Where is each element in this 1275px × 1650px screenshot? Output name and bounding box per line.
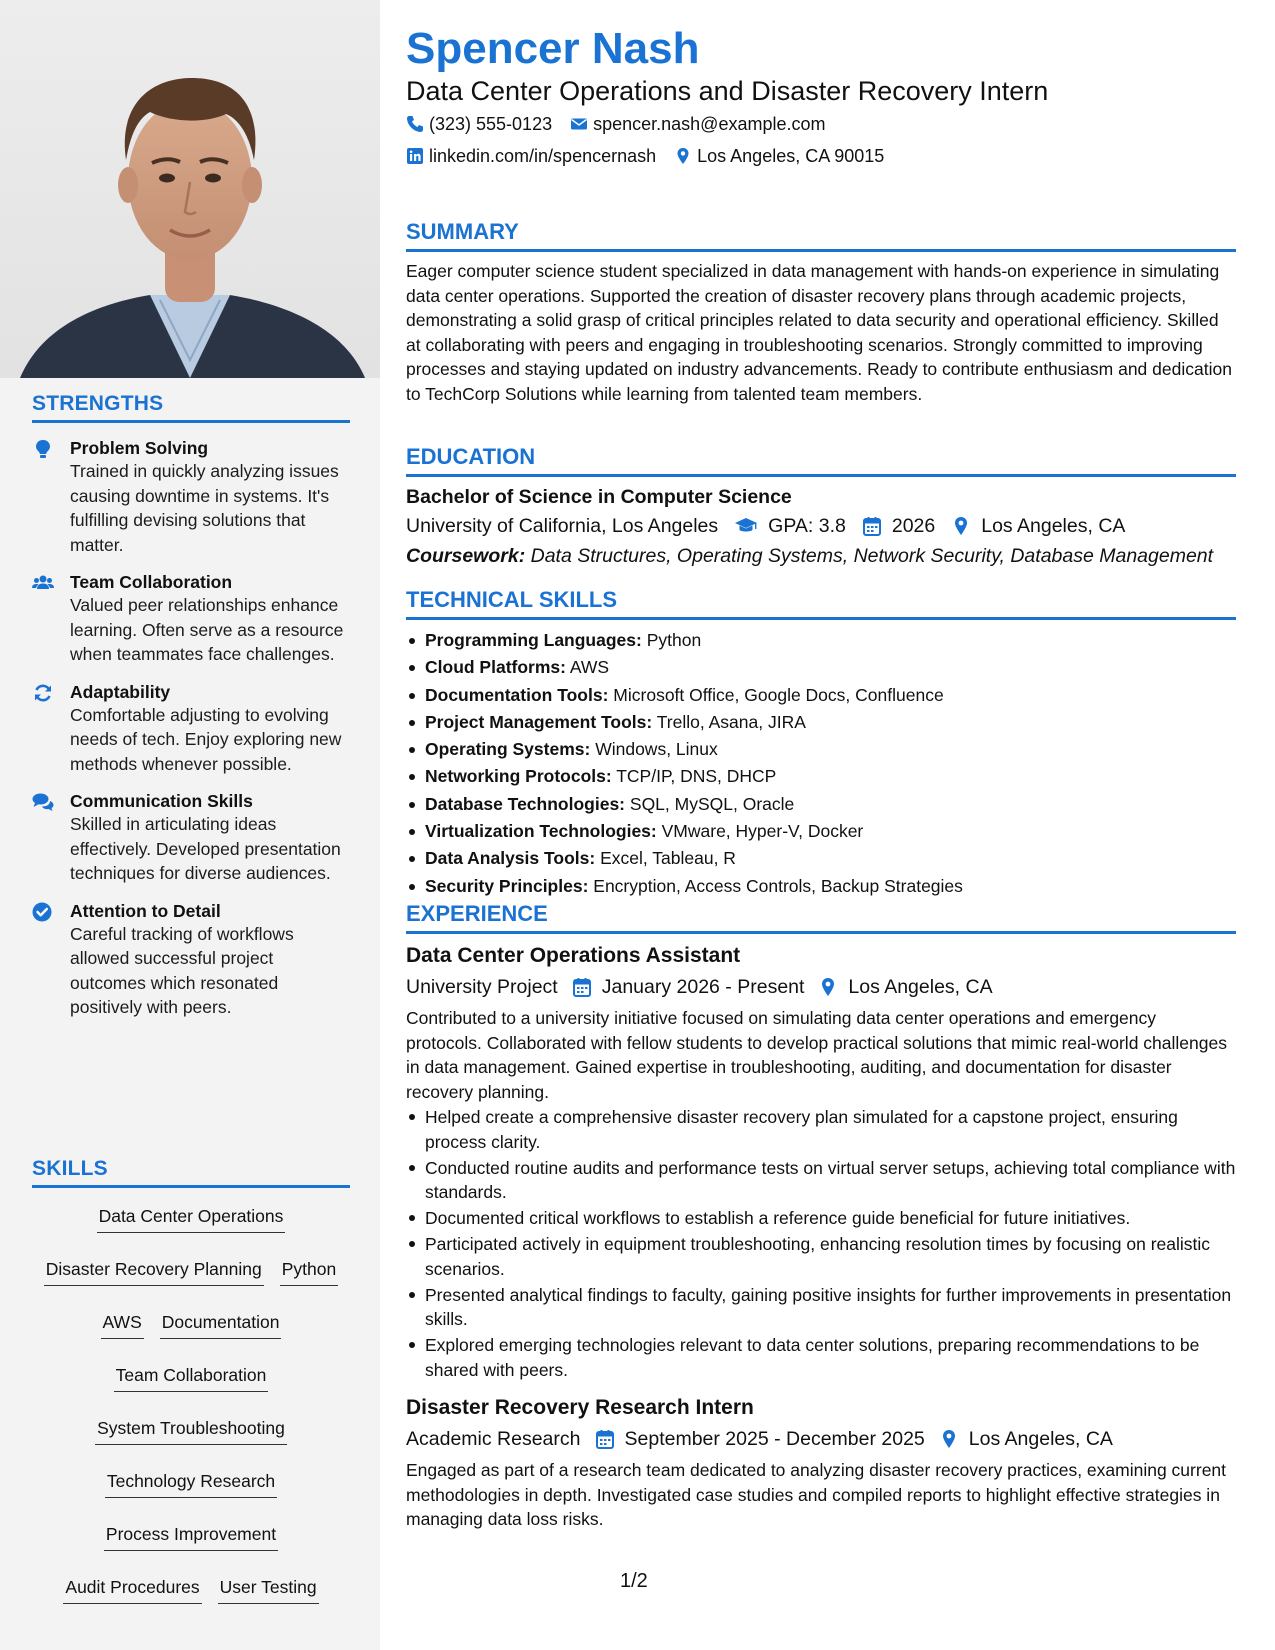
skill-label: Cloud Platforms: <box>425 657 566 678</box>
profile-photo <box>0 0 380 378</box>
strength-item <box>32 900 350 1020</box>
skill-label: Project Management Tools: <box>425 711 653 732</box>
skill-value: Microsoft Office, Google Docs, Confluence <box>613 684 944 705</box>
map-pin-icon <box>674 147 692 165</box>
skill-label: Virtualization Technologies: <box>425 821 657 842</box>
skill-value: Windows, Linux <box>595 739 718 760</box>
calendar-icon <box>595 1429 615 1449</box>
sync-icon <box>32 683 54 703</box>
comments-icon <box>32 792 54 812</box>
skill-tag: Data Center Operations <box>97 1198 286 1233</box>
skills-section <box>32 1157 350 1610</box>
graduation-cap-icon <box>734 516 758 536</box>
job-description: Contributed to a university initiative focused on simulating data center operations and emergency protocols. Collaborated with fellow students to develop practical solutions that mimic real-world challenges in data management. Gained expertise in troubleshooting, auditing, and documentation for disaster recovery planning. <box>406 1008 1227 1102</box>
skill-value: TCP/IP, DNS, DHCP <box>616 766 777 787</box>
skill-tag: Technology Research <box>105 1463 277 1498</box>
list-item <box>406 873 1236 900</box>
skill-label: Data Analysis Tools: <box>425 848 596 869</box>
skill-tag: Documentation <box>160 1304 282 1339</box>
technical-skills-list <box>406 627 1236 900</box>
job-bullets <box>406 1105 1236 1382</box>
strength-title: Adaptability <box>70 681 171 702</box>
strength-desc: Careful tracking of workflows allowed successful project outcomes which resonated positively with peers. <box>70 923 294 1017</box>
list-item <box>406 818 1236 845</box>
job-location: Los Angeles, CA <box>968 1428 1113 1450</box>
job-location: Los Angeles, CA <box>848 976 993 998</box>
skill-label: Programming Languages: <box>425 630 642 650</box>
job-role: Disaster Recovery Research Intern <box>406 1396 754 1419</box>
calendar-icon <box>862 516 882 536</box>
job-meta <box>406 972 1236 1002</box>
skills-heading: SKILLS <box>32 1157 350 1188</box>
map-pin-icon <box>951 516 971 536</box>
strengths-section <box>32 392 350 1020</box>
skill-tag: Process Improvement <box>104 1516 278 1551</box>
education-heading: EDUCATION <box>406 443 1236 477</box>
coursework <box>406 542 1236 570</box>
strength-item <box>32 790 350 886</box>
skill-value: Encryption, Access Controls, Backup Strategies <box>593 875 963 896</box>
edu-location-item <box>951 512 1125 540</box>
list-item <box>406 627 1236 654</box>
skill-value: SQL, MySQL, Oracle <box>629 793 795 814</box>
strength-desc: Comfortable adjusting to evolving needs of tech. Enjoy exploring new methods whenever possible. <box>70 704 342 774</box>
technical-skills-heading: TECHNICAL SKILLS <box>406 586 1236 620</box>
location-text: Los Angeles, CA 90015 <box>697 146 885 166</box>
page-number: 1/2 <box>620 1570 648 1592</box>
job-dates-item <box>595 1424 925 1454</box>
skill-label: Documentation Tools: <box>425 684 609 705</box>
location-contact <box>674 144 884 168</box>
skill-tag: AWS <box>101 1304 144 1339</box>
job-dates-item <box>572 972 805 1002</box>
list-item: Conducted routine audits and performance tests on virtual server setups, achieving total compliance with standards. <box>406 1156 1236 1205</box>
strength-desc: Skilled in articulating ideas effectively. Developed presentation techniques for diverse audiences. <box>70 814 341 883</box>
job-dates: September 2025 - December 2025 <box>624 1428 925 1450</box>
calendar-icon <box>572 977 592 997</box>
list-item <box>406 791 1236 818</box>
contact-row <box>406 112 844 136</box>
strengths-heading: STRENGTHS <box>32 392 350 423</box>
sidebar <box>0 0 380 1650</box>
skill-value: Python <box>646 630 702 650</box>
list-item <box>406 845 1236 872</box>
summary-text: Eager computer science student specialized in data management with hands-on experience in simulating data center operations. Supported the creation of disaster recovery plans through academic projects, demonstrating a solid grasp of critical principles related to data security and operational efficiency. Skilled at collaborating with peers and engaging in troubleshooting scenarios. Strongly committed to improving processes and staying updated on industry advancements. Ready to contribute enthusiasm and dedication to TechCorp Solutions while learning from talented team members. <box>406 261 1232 404</box>
strength-item <box>32 681 350 777</box>
job-entry <box>406 1394 1236 1532</box>
job-role: Data Center Operations Assistant <box>406 944 741 967</box>
skill-tag: Python <box>280 1251 338 1286</box>
phone-contact[interactable] <box>406 112 552 136</box>
summary-heading: SUMMARY <box>406 218 1236 252</box>
job-meta <box>406 1424 1236 1454</box>
skill-value: AWS <box>569 657 610 678</box>
linkedin-text: linkedin.com/in/spencernash <box>429 146 657 166</box>
list-item: Explored emerging technologies relevant to data center solutions, preparing recommendations to be shared with peers. <box>406 1333 1236 1382</box>
year-item <box>862 512 935 540</box>
skill-tag: Disaster Recovery Planning <box>44 1251 264 1286</box>
lightbulb-icon <box>32 439 54 459</box>
map-pin-icon <box>939 1429 959 1449</box>
list-item: Documented critical workflows to establish a reference guide beneficial for future initiatives. <box>406 1206 1236 1231</box>
skill-label: Security Principles: <box>425 875 589 896</box>
list-item: Participated actively in equipment troubleshooting, enhancing resolution times by focusing on realistic scenarios. <box>406 1232 1236 1281</box>
linkedin-icon <box>406 147 424 165</box>
strength-title: Problem Solving <box>70 438 209 458</box>
skill-value: VMware, Hyper-V, Docker <box>661 821 864 842</box>
linkedin-contact[interactable] <box>406 144 656 168</box>
job-location-item <box>818 972 992 1002</box>
map-pin-icon <box>818 977 838 997</box>
phone-text: (323) 555-0123 <box>429 114 553 134</box>
skill-tag: System Troubleshooting <box>95 1410 287 1445</box>
list-item: Presented analytical findings to faculty, gaining positive insights for further improvements in presentation skills. <box>406 1283 1236 1332</box>
strength-desc: Valued peer relationships enhance learning. Often serve as a resource when teammates face challenges. <box>70 595 344 664</box>
strength-item <box>32 437 350 557</box>
list-item <box>406 736 1236 763</box>
job-dates: January 2026 - Present <box>601 976 805 998</box>
skill-label: Database Technologies: <box>425 793 626 814</box>
candidate-title: Data Center Operations and Disaster Recovery Intern <box>406 76 1049 106</box>
skill-tag: Audit Procedures <box>63 1569 201 1604</box>
job-description: Engaged as part of a research team dedicated to analyzing disaster recovery practices, examining current methodologies in depth. Investigated case studies and compiled reports to highlight effective strategies in managing data loss risks. <box>406 1460 1227 1529</box>
coursework-text: Data Structures, Operating Systems, Network Security, Database Management <box>530 545 1214 567</box>
list-item <box>406 654 1236 681</box>
skill-value: Trello, Asana, JIRA <box>656 711 806 732</box>
job-org: University Project <box>406 976 558 998</box>
coursework-label: Coursework: <box>406 545 526 567</box>
strength-title: Communication Skills <box>70 791 253 811</box>
candidate-name: Spencer Nash <box>406 24 700 73</box>
email-text: spencer.nash@example.com <box>593 114 826 134</box>
list-item: Helped create a comprehensive disaster recovery plan simulated for a capstone project, ensuring process clarity. <box>406 1105 1236 1154</box>
gpa-text: GPA: 3.8 <box>768 515 846 537</box>
skill-label: Operating Systems: <box>425 739 591 760</box>
phone-icon <box>406 115 424 133</box>
job-location-item <box>939 1424 1113 1454</box>
school-name: University of California, Los Angeles <box>406 515 719 537</box>
year-text: 2026 <box>891 515 936 537</box>
skills-cloud <box>32 1198 350 1610</box>
email-contact[interactable] <box>570 112 825 136</box>
education-details <box>406 512 1236 540</box>
education-section <box>406 443 1236 570</box>
skill-tag: Team Collaboration <box>114 1357 269 1392</box>
job-entry <box>406 942 1236 1382</box>
summary-section <box>406 218 1236 406</box>
skill-tag: User Testing <box>218 1569 319 1604</box>
users-icon <box>32 573 54 593</box>
list-item <box>406 682 1236 709</box>
strength-item <box>32 571 350 667</box>
skill-label: Networking Protocols: <box>425 766 612 787</box>
degree: Bachelor of Science in Computer Science <box>406 486 792 508</box>
technical-skills-section <box>406 586 1236 900</box>
experience-section <box>406 900 1236 1532</box>
contact-row-2 <box>406 144 902 168</box>
envelope-icon <box>570 115 588 133</box>
gpa-item <box>734 512 846 540</box>
strength-title: Team Collaboration <box>70 572 233 592</box>
experience-heading: EXPERIENCE <box>406 900 1236 934</box>
strength-title: Attention to Detail <box>70 900 221 921</box>
skill-value: Excel, Tableau, R <box>600 848 736 869</box>
strength-desc: Trained in quickly analyzing issues causing downtime in systems. It's fulfilling devising solutions that matter. <box>70 461 339 555</box>
edu-location-text: Los Angeles, CA <box>981 515 1126 537</box>
check-circle-icon <box>32 902 54 922</box>
job-org: Academic Research <box>406 1428 581 1450</box>
list-item <box>406 763 1236 790</box>
list-item <box>406 709 1236 736</box>
